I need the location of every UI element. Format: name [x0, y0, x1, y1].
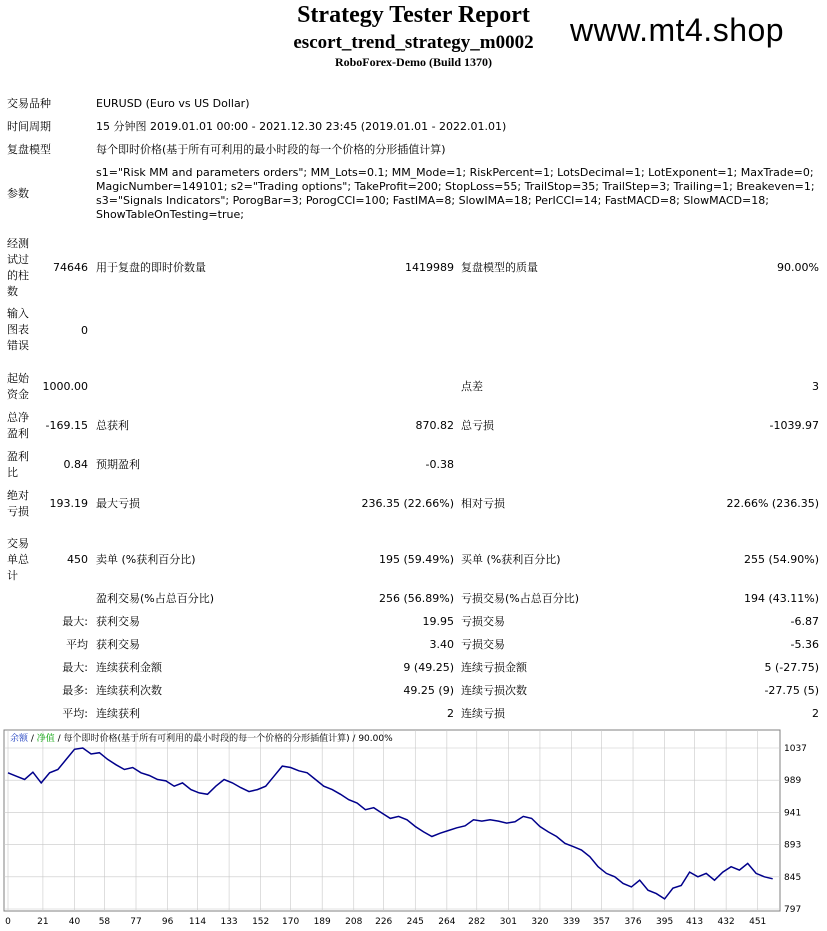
gross-profit-label: 总获利	[96, 419, 129, 432]
max-cons-win-label: 连续获利金额	[96, 661, 162, 674]
avg-win-value: 3.40	[429, 638, 454, 651]
expert-name: escort_trend_strategy_m0002	[293, 32, 534, 53]
balance-chart	[0, 728, 827, 931]
errors-label: 输入图表错误	[7, 307, 29, 352]
legend-balance: 余额	[10, 734, 29, 744]
bars-value: 74646	[53, 261, 88, 274]
x-tick-label: 320	[531, 917, 549, 927]
y-tick-label: 893	[784, 840, 802, 851]
gross-profit-value: 870.82	[415, 419, 454, 432]
symbol-label: 交易品种	[7, 97, 51, 110]
legend-equity: 净值	[36, 734, 55, 744]
avg-cons-win-label: 连续获利	[96, 707, 140, 720]
y-tick-label: 1037	[784, 744, 807, 754]
quality-label: 复盘模型的质量	[461, 261, 538, 274]
x-tick-label: 0	[5, 917, 11, 927]
errors-value: 0	[81, 324, 88, 337]
net-label: 总净盈利	[7, 411, 29, 440]
period-value: 15 分钟图 2019.01.01 00:00 - 2021.12.30 23:45 (2019.01.01 - 2022.01.01)	[96, 120, 507, 133]
watermark: www.mt4.shop	[570, 12, 785, 48]
x-tick-label: 339	[562, 917, 581, 927]
deposit-label: 起始资金	[7, 372, 29, 401]
max-cons-win-value: 9 (49.25)	[403, 661, 454, 674]
legend-model: / 每个即时价格(基于所有可利用的最小时段的每一个价格的分形插值计算) / 90.00%	[54, 734, 393, 744]
maximal-cons-loss-label: 连续亏损次数	[461, 684, 527, 697]
report-title: Strategy Tester Report	[297, 2, 530, 28]
x-tick-label: 395	[656, 917, 674, 927]
x-tick-label: 21	[37, 917, 49, 927]
server-build: RoboForex-Demo (Build 1370)	[334, 55, 493, 69]
loss-value: 194 (43.11%)	[743, 592, 819, 605]
x-tick-label: 357	[592, 917, 611, 927]
largest-win-value: 19.95	[422, 615, 454, 628]
largest-win-label: 获利交易	[96, 615, 140, 628]
x-tick-label: 114	[188, 917, 207, 927]
abs-dd-label: 绝对亏损	[7, 489, 29, 518]
loss-label: 亏损交易(%占总百分比)	[461, 592, 580, 605]
avg-loss-value: -5.36	[790, 638, 819, 651]
max-label: 最大:	[62, 661, 88, 674]
model-label: 复盘模型	[7, 143, 51, 156]
short-value: 195 (59.49%)	[378, 553, 454, 566]
x-tick-label: 301	[499, 917, 517, 927]
period-label: 时间周期	[7, 120, 51, 133]
avg-cons-win-value: 2	[447, 707, 454, 720]
average-label: 平均	[66, 638, 88, 651]
payoff-value: -0.38	[425, 458, 454, 471]
avg-loss-label: 亏损交易	[461, 638, 505, 651]
y-tick-label: 845	[784, 872, 802, 883]
x-tick-label: 58	[98, 917, 111, 927]
x-tick-label: 264	[438, 917, 456, 927]
x-tick-label: 189	[313, 917, 331, 927]
x-tick-label: 432	[717, 917, 735, 927]
short-label: 卖单 (%获利百分比)	[96, 553, 196, 566]
net-value: -169.15	[45, 419, 88, 432]
x-tick-label: 152	[252, 917, 270, 927]
x-tick-label: 208	[345, 917, 363, 927]
legend-separator: /	[28, 734, 37, 744]
y-tick-label: 941	[784, 808, 802, 819]
avg-cons-loss-label: 连续亏损	[461, 707, 505, 720]
maximal-cons-loss-value: -27.75 (5)	[764, 684, 819, 697]
spread-label: 点差	[461, 380, 483, 393]
params-label: 参数	[7, 187, 29, 200]
rel-dd-label: 相对亏损	[461, 497, 505, 510]
avg-win-label: 获利交易	[96, 638, 140, 651]
x-tick-label: 170	[282, 917, 300, 927]
quality-value: 90.00%	[777, 261, 819, 274]
pf-value: 0.84	[63, 458, 88, 471]
y-tick-label: 797	[784, 905, 802, 915]
max-dd-label: 最大亏损	[96, 497, 140, 510]
x-tick-label: 226	[375, 917, 393, 927]
deposit-value: 1000.00	[42, 380, 88, 393]
win-label: 盈利交易(%占总百分比)	[96, 592, 215, 605]
abs-dd-value: 193.19	[49, 497, 88, 510]
x-tick-label: 96	[161, 917, 174, 927]
avg-cons-label: 平均:	[62, 707, 88, 720]
symbol-value: EURUSD (Euro vs US Dollar)	[96, 97, 250, 110]
long-value: 255 (54.90%)	[743, 553, 819, 566]
x-tick-label: 451	[749, 917, 767, 927]
largest-loss-value: -6.87	[790, 615, 819, 628]
largest-label: 最大:	[62, 615, 88, 628]
long-label: 买单 (%获利百分比)	[461, 553, 561, 566]
payoff-label: 预期盈利	[96, 458, 140, 471]
max-cons-loss-value: 5 (-27.75)	[764, 661, 819, 674]
max-dd-value: 236.35 (22.66%)	[361, 497, 454, 510]
maximal-cons-win-label: 连续获利次数	[96, 684, 162, 697]
model-value: 每个即时价格(基于所有可利用的最小时段的每一个价格的分形插值计算)	[96, 143, 446, 156]
x-tick-label: 40	[68, 917, 81, 927]
gross-loss-label: 总亏损	[461, 419, 494, 432]
trades-label: 交易单总计	[7, 537, 29, 582]
gross-loss-value: -1039.97	[769, 419, 819, 432]
maximal-cons-win-value: 49.25 (9)	[403, 684, 454, 697]
pf-label: 盈利比	[7, 450, 29, 479]
x-axis-ticks	[5, 917, 766, 927]
trades-value: 450	[67, 553, 88, 566]
spread-value: 3	[812, 380, 819, 393]
params-value: s1="Risk MM and parameters orders"; MM_Lots=0.1; MM_Mode=1; RiskPercent=1; LotsDecimal=1; LotExponent=1; MaxTrade=0; MagicNumber=149101; s2="Trading options"; TakeProfit=200; StopLoss=55; TrailStop=35; TrailStep=3; Trailing=1; Breakeven=1; s3="Signals Indicators"; PorogBar=3; PorogCCI=100; FastIMA=8; SlowIMA=18; PerICCI=14; FastMACD=8; SlowMACD=18; ShowTableOnTesting=true;	[96, 166, 815, 221]
x-tick-label: 282	[468, 917, 486, 927]
maximal-label: 最多:	[62, 684, 88, 697]
x-tick-label: 376	[624, 917, 642, 927]
rel-dd-value: 22.66% (236.35)	[726, 497, 819, 510]
max-cons-loss-label: 连续亏损金额	[461, 661, 527, 674]
ticks-value: 1419989	[405, 261, 454, 274]
win-value: 256 (56.89%)	[378, 592, 454, 605]
largest-loss-label: 亏损交易	[461, 615, 505, 628]
chart-frame	[4, 730, 780, 911]
ticks-label: 用于复盘的即时价数量	[96, 261, 206, 274]
x-tick-label: 413	[685, 917, 704, 927]
y-axis-ticks	[784, 744, 807, 915]
x-tick-label: 133	[220, 917, 238, 927]
x-tick-label: 245	[406, 917, 424, 927]
y-tick-label: 989	[784, 776, 802, 787]
avg-cons-loss-value: 2	[812, 707, 819, 720]
x-tick-label: 77	[130, 917, 142, 927]
bars-label: 经测试过的柱数	[7, 237, 29, 298]
chart-legend	[10, 732, 393, 744]
report-header	[0, 0, 827, 80]
